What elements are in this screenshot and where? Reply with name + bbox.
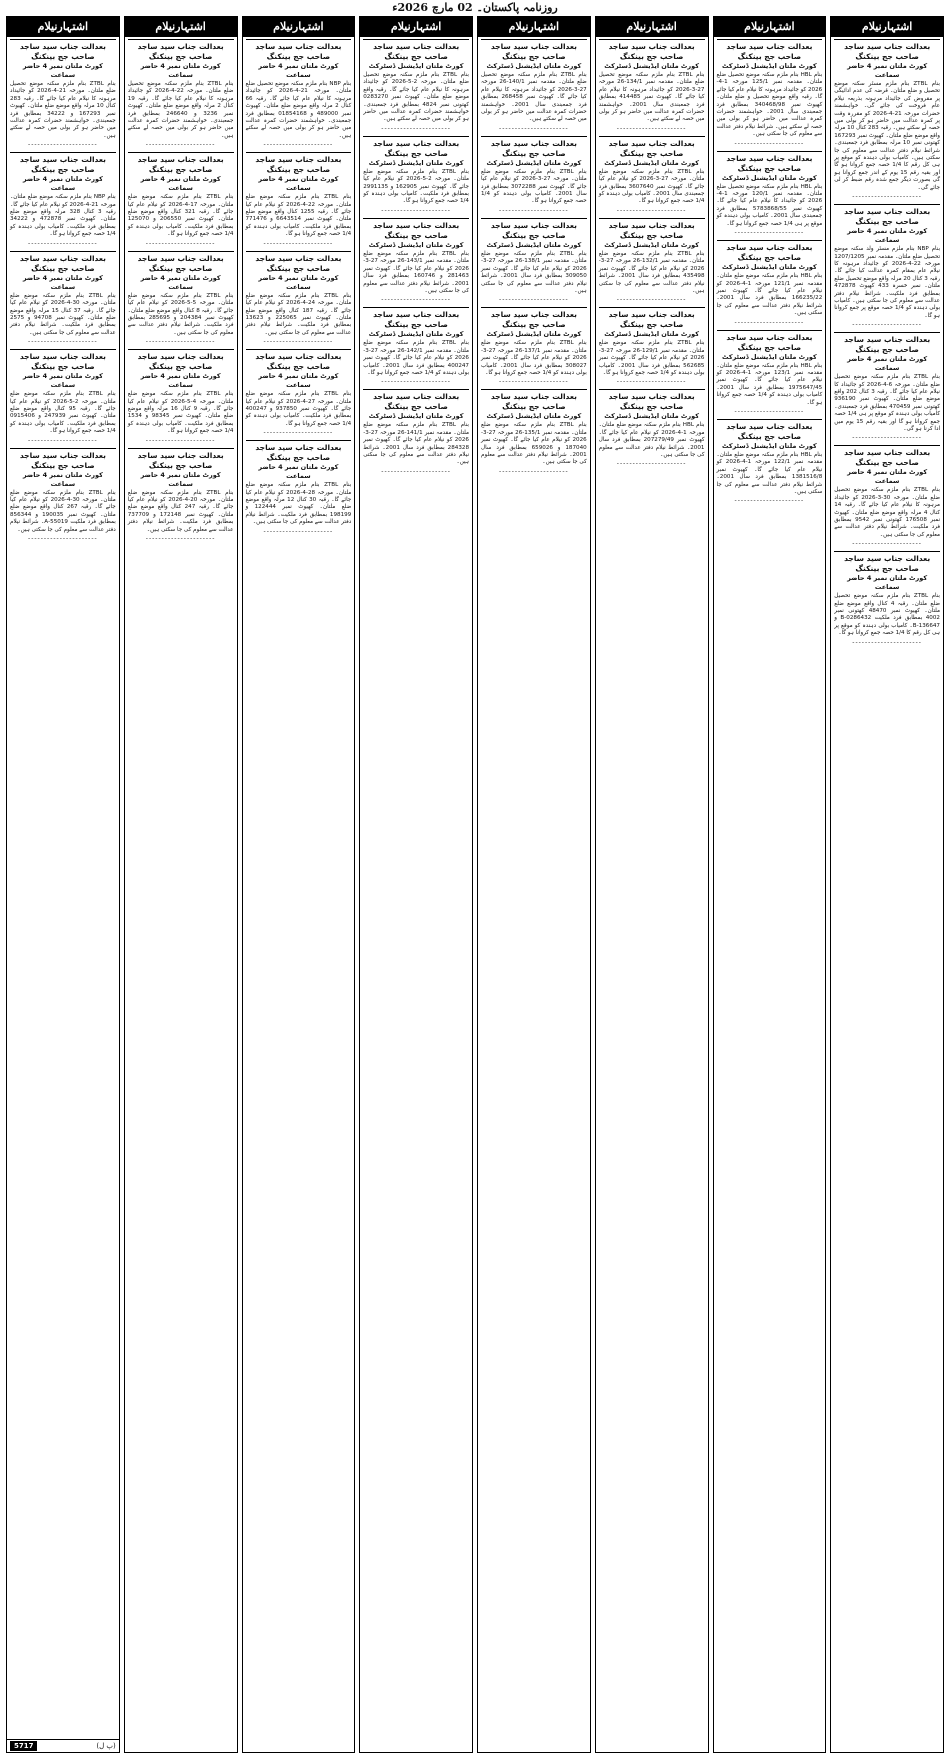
notice-divider: ---------------------- [852, 434, 922, 442]
auction-notice [10, 251, 116, 346]
notice-divider: ---------------------- [499, 124, 569, 132]
notice-text: بنام ZTBL بنام ملزم سکنہ موضع تحصیل ضلع ملتان۔ مورخہ 21-4-2026 کو جائیداد مرہونہ کا نیلام عام کیا جائے گا۔ رقبہ 283 کنال 10 مرلہ واقع موضع ضلع ملتان۔ کھیوٹ نمبر 167293 و 34222 بمطابق فرد جمعبندی۔ خواہشمند حضرات کمرہ عدالت میں حاضر ہو کر بولی میں حصہ لے سکتے ہیں۔ [10, 81, 116, 139]
notice-text: بنام ZTBL بنام ملزم سکنہ موضع ضلع ملتان۔ مورخہ 2-5-2026 کو نیلام عام کیا جائے گا۔ رقبہ 95 کنال واقع موضع ضلع ملتان۔ کھیوٹ نمبر 247939 و 0915406 بمطابق فرد ملکیت۔ کامیاب بولی دہندہ کو 1/4 حصہ جمع کروانا ہو گا۔ [10, 391, 116, 435]
notice-text: بنام ZTBL بنام ملزم سکنہ موضع ضلع ملتان۔ مورخہ 28-4-2026 کو نیلام عام کیا جائے گا۔ رقبہ 30 کنال 12 مرلہ واقع موضع ضلع ملتان۔ کھیوٹ نمبر 122444 و 198199 بمطابق فرد ملکیت۔ شرائط نیلام دفتر عدالت سے معلوم کی جا سکتی ہیں۔ [245, 482, 352, 526]
notice-title: بعدالت جناب سید ساجد صاحب جج بینکنگ [128, 251, 234, 274]
notice-subtitle: کورٹ ملتان نمبر 4 حاضر سماعت [22, 62, 103, 79]
notice-title: بعدالت جناب سید ساجد صاحب جج بینکنگ [128, 152, 234, 175]
footer-code: 5717 [10, 1741, 37, 1751]
notice-text: بنام HBL بنام ملزم سکنہ موضع ضلع ملتان۔ مورخہ 1-4-2026 کو نیلام عام کیا جائے گا۔ کھیوٹ نمبر 207279/49 بمطابق فرد سال 2001۔ شرائط نیلام دفتر عدالت سے معلوم کی جا سکتی ہیں۔ [598, 422, 705, 458]
notice-subtitle: کورٹ ملتان نمبر 4 حاضر سماعت [258, 372, 339, 390]
notice-subtitle: کورٹ ملتان نمبر 4 حاضر سماعت [140, 470, 221, 488]
footer-tag: (پ ل) [96, 1742, 116, 1750]
notice-subtitle: کورٹ ملتان ایڈیشنل ڈسٹرکٹ [721, 352, 817, 361]
notice-title: بعدالت جناب سید ساجد صاحب جج بینکنگ [834, 204, 940, 227]
notice-text: بنام ZTBL بنام ملزم سکنہ موضع تحصیل ضلع ملتان۔ مورخہ 30-3-2026 کو جائیداد مرہونہ کا نیلام عام کیا جائے گا۔ رقبہ 14 کنال 4 مرلہ واقع موضع ضلع ملتان۔ کھیوٹ نمبر 176508 کھتونی نمبر 9542 بمطابق فرد ملکیت۔ شرائط نیلام دفتر عدالت سے معلوم کی جا سکتی ہیں۔ [834, 487, 940, 538]
auction-notice [246, 39, 352, 149]
auction-notice [128, 152, 234, 247]
auction-notice [128, 251, 234, 346]
auction-notice [246, 251, 352, 346]
notice-text: بنام ZTBL بنام ملزم سکنہ موضع ضلع ملتان۔ مقدمہ نمبر 137/1-26 مورخہ 27-3-2026 کو نیلام عام کیا جائے گا۔ کھیوٹ نمبر 308027 بمطابق فرد سال 2001۔ کامیاب بولی دہندہ کو 1/4 حصہ جمع کروانا ہو گا۔ [481, 340, 587, 376]
column-footer [7, 1739, 119, 1752]
notice-title: بعدالت جناب سید ساجد صاحب جج بینکنگ [246, 440, 352, 463]
notice-divider: ---------------------- [28, 338, 98, 346]
auction-notice [717, 330, 823, 416]
auction-notice [10, 152, 116, 247]
auction-notice [128, 448, 234, 543]
notice-text: بنام ZTBL بنام ملزم سکنہ موضع ضلع ملتان۔ مورخہ 17-4-2026 کو نیلام عام کیا جائے گا۔ رقبہ 321 کنال واقع موضع ضلع ملتان۔ کھیوٹ نمبر 206550 و 125070 بمطابق فرد ملکیت۔ کامیاب بولی دہندہ کو 1/4 حصہ جمع کروانا ہو گا۔ [127, 194, 234, 238]
notice-text: بنام ZTBL بنام ملزم سکنہ موضع ضلع ملتان۔ مقدمہ نمبر 132/1-26 مورخہ 27-3-2026 کو نیلام عام کیا جائے گا۔ کھیوٹ نمبر 435498 بمطابق فرد سال 2001۔ شرائط نیلام دفتر عدالت سے معلوم کی جا سکتی ہیں۔ [598, 250, 705, 294]
auction-notice [10, 349, 116, 444]
notice-divider: ---------------------- [852, 193, 922, 201]
auction-notice [246, 349, 352, 437]
notice-subtitle: کورٹ ملتان ایڈیشنل ڈسٹرکٹ [604, 158, 700, 167]
notice-subtitle: کورٹ ملتان ایڈیشنل ڈسٹرکٹ [368, 330, 464, 339]
notice-text: بنام HBL بنام ملزم سکنہ موضع ضلع ملتان۔ مقدمہ نمبر 122/1 مورخہ 1-4-2026 کو نیلام عام کیا جائے گا۔ کھیوٹ نمبر 1381516/8 بمطابق فرد سال 2001۔ شرائط نیلام دفتر عدالت سے معلوم کی جا سکتی ہیں۔ [716, 451, 823, 495]
notice-subtitle: کورٹ ملتان نمبر 4 حاضر سماعت [140, 372, 221, 390]
notice-text: بنام ZTBL بنام ملزم سکنہ موضع تحصیل ضلع ملتان۔ رقبہ 4 کنال واقع موضع ضلع ملتان۔ کھیوٹ نمبر 48470 کھتونی نمبر 4002 بمطابق فرد ملکیت B-0286432 و 136647-B۔ کامیاب بولی دہندہ کو موقع پر ہی کل رقم کا 1/4 حصہ جمع کروانا ہو گا۔ [834, 593, 940, 637]
column-header: اشتہارنیلام [596, 17, 708, 37]
notice-divider: ---------------------- [734, 318, 805, 326]
notice-subtitle: کورٹ ملتان نمبر 4 حاضر سماعت [847, 62, 928, 79]
auction-notice [10, 448, 116, 543]
notice-divider: ---------------------- [263, 239, 334, 247]
notice-title: بعدالت جناب سید ساجد صاحب جج بینکنگ [834, 39, 940, 62]
notice-text: بنام ZTBL بنام ملزم سکنہ موضع ضلع ملتان۔ مقدمہ نمبر 135/1-26 مورخہ 27-3-2026 کو نیلام عام کیا جائے گا۔ کھیوٹ نمبر 187040 و 659026 بمطابق فرد سال 2001۔ شرائط نیلام دفتر عدالت سے معلوم کی جا سکتی ہیں۔ [481, 422, 587, 466]
notice-subtitle: کورٹ ملتان ایڈیشنل ڈسٹرکٹ [486, 412, 582, 421]
auction-notice [363, 39, 469, 133]
notice-text: بنام ZTBL بنام ملزم سکنہ موضع ضلع ملتان۔ مقدمہ نمبر 142/1-26 مورخہ 27-3-2026 کو نیلام عام کیا جائے گا۔ کھیوٹ نمبر 400247 بمطابق فرد سال 2001۔ کامیاب بولی دہندہ کو 1/4 حصہ جمع کروانا ہو گا۔ [363, 340, 469, 376]
column-body [360, 37, 472, 1752]
notice-subtitle: کورٹ ملتان نمبر 4 حاضر سماعت [847, 574, 928, 592]
notice-divider: ---------------------- [263, 338, 334, 346]
notice-subtitle: کورٹ ملتان ایڈیشنل ڈسٹرکٹ [368, 158, 464, 167]
notice-text: بنام NBP بنام ملزم سکنہ موضع تحصیل ضلع ملتان۔ مورخہ 21-4-2026 کو جائیداد مرہونہ کا نیلام عام کیا جائے گا۔ رقبہ 66 کنال 2 مرلہ واقع موضع ضلع ملتان۔ کھیوٹ نمبر 489000 و 01854168 بمطابق فرد جمعبندی۔ خواہشمند حضرات کمرہ عدالت میں حاضر ہو کر بولی میں حصہ لے سکتے ہیں۔ [245, 81, 352, 139]
notice-title: بعدالت جناب سید ساجد صاحب جج بینکنگ [717, 419, 823, 442]
notice-title: بعدالت جناب سید ساجد صاحب جج بینکنگ [834, 551, 940, 574]
column-body [243, 37, 355, 1752]
notice-text: بنام HBL بنام ملزم سکنہ موضع ضلع ملتان۔ مقدمہ نمبر 121/1 مورخہ 1-4-2026 کو نیلام عام کیا جائے گا۔ کھیوٹ نمبر 166235/22 بمطابق فرد سال 2001۔ شرائط نیلام دفتر عدالت سے معلوم کی جا سکتی ہیں۔ [716, 273, 823, 317]
auction-notice [834, 332, 940, 442]
notice-divider: ---------------------- [616, 206, 687, 214]
notice-divider: ---------------------- [734, 497, 805, 505]
notice-divider: ---------------------- [145, 141, 216, 149]
notice-text: بنام ZTBL بنام ملزم سکنہ موضع ضلع ملتان۔ مورخہ 24-4-2026 کو نیلام عام کیا جائے گا۔ رقبہ 187 کنال واقع موضع ضلع ملتان۔ کھیوٹ نمبر 225065 و 13623 بمطابق فرد ملکیت۔ شرائط نیلام دفتر عدالت سے معلوم کی جا سکتی ہیں۔ [245, 292, 352, 336]
auction-notice [599, 218, 705, 304]
notice-title: بعدالت جناب سید ساجد صاحب جج بینکنگ [599, 39, 705, 62]
column-body [125, 37, 237, 1752]
notice-divider: ---------------------- [499, 467, 569, 475]
auction-notice [481, 136, 587, 215]
notice-title: بعدالت جناب سید ساجد صاحب جج بینکنگ [363, 218, 469, 241]
notice-divider: ---------------------- [381, 206, 451, 214]
notice-divider: ---------------------- [263, 141, 334, 149]
notice-text: بنام ZTBL بنام ملزم سکنہ موضع ضلع ملتان۔ مورخہ 20-4-2026 کو نیلام عام کیا جائے گا۔ رقبہ 247 کنال واقع موضع ضلع ملتان۔ کھیوٹ نمبر 172148 و 737709 بمطابق فرد ملکیت۔ شرائط نیلام دفتر عدالت سے معلوم کی جا سکتی ہیں۔ [127, 489, 234, 533]
notice-divider: ---------------------- [616, 124, 687, 132]
column-header: اشتہارنیلام [714, 17, 826, 37]
notice-title: بعدالت جناب سید ساجد صاحب جج بینکنگ [246, 152, 352, 175]
notice-divider: ---------------------- [734, 229, 805, 237]
notice-text: بنام ZTBL بنام ملزم سکنہ موضع ضلع ملتان۔ مورخہ 22-4-2026 کو نیلام عام کیا جائے گا۔ رقبہ 1255 کنال واقع موضع ضلع ملتان۔ کھیوٹ نمبر 6643514 و 771476 بمطابق فرد ملکیت۔ کامیاب بولی دہندہ کو 1/4 حصہ جمع کروانا ہو گا۔ [245, 194, 352, 238]
column-header: اشتہارنیلام [125, 17, 237, 37]
auction-notice [717, 151, 823, 237]
column-body [831, 37, 943, 1752]
notice-subtitle: کورٹ ملتان ایڈیشنل ڈسٹرکٹ [721, 441, 817, 450]
notice-subtitle: کورٹ ملتان نمبر 4 حاضر سماعت [140, 62, 221, 79]
notice-title: بعدالت جناب سید ساجد صاحب جج بینکنگ [599, 307, 705, 330]
auction-notice [246, 152, 352, 247]
notice-divider: ---------------------- [616, 460, 687, 468]
notice-subtitle: کورٹ ملتان نمبر 4 حاضر سماعت [22, 273, 103, 291]
notice-subtitle: کورٹ ملتان ایڈیشنل ڈسٹرکٹ [368, 62, 464, 70]
auction-notice [599, 389, 705, 468]
notice-divider: ---------------------- [28, 239, 98, 247]
notice-text: بنام ZTBL بنام ملزم سکنہ موضع ضلع ملتان۔ مورخہ 27-3-2026 کو نیلام عام کیا جائے گا۔ کھیوٹ نمبر 3072288 بمطابق فرد سال 2001۔ کامیاب بولی دہندہ کو 1/4 حصہ جمع کروانا ہو گا۔ [481, 168, 587, 205]
notice-divider: ---------------------- [734, 139, 805, 147]
notice-text: بنام ZTBL بنام ملزم سکنہ موضع ضلع ملتان۔ مقدمہ نمبر 138/1-26 مورخہ 27-3-2026 کو نیلام عام کیا جائے گا۔ کھیوٹ نمبر 309050 بمطابق فرد سال 2001۔ شرائط نیلام دفتر عدالت سے معلوم کی جا سکتی ہیں۔ [481, 250, 587, 294]
notice-text: بنام ZTBL بنام ملزم سکنہ موضع ضلع ملتان۔ مورخہ 2-5-2026 کو نیلام عام کیا جائے گا۔ کھیوٹ نمبر 162905 و 2991135 بمطابق فرد ملکیت۔ کامیاب بولی دہندہ کو 1/4 حصہ جمع کروانا ہو گا۔ [363, 168, 469, 205]
notice-title: بعدالت جناب سید ساجد صاحب جج بینکنگ [363, 136, 469, 159]
auction-notice [363, 218, 469, 304]
notice-title: بعدالت جناب سید ساجد صاحب جج بینکنگ [10, 349, 116, 372]
notice-text: بنام ZTBL بنام ملزم سکنہ موضع ضلع ملتان۔ مورخہ 4-5-2026 کو نیلام عام کیا جائے گا۔ رقبہ 9 کنال 16 مرلہ واقع موضع ضلع ملتان۔ کھیوٹ نمبر 98345 و 1534 بمطابق فرد ملکیت۔ کامیاب بولی دہندہ کو 1/4 حصہ جمع کروانا ہو گا۔ [127, 391, 234, 435]
notice-text: بنام ZTBL بنام ملزم سکنہ موضع ضلع ملتان۔ مقدمہ نمبر 129/1-26 مورخہ 27-3-2026 کو نیلام عام کیا جائے گا۔ کھیوٹ نمبر 562685 بمطابق فرد سال 2001۔ کامیاب بولی دہندہ کو 1/4 حصہ جمع کروانا ہو گا۔ [598, 340, 705, 376]
notice-title: بعدالت جناب سید ساجد صاحب جج بینکنگ [246, 251, 352, 274]
ad-column [595, 16, 709, 1753]
notice-divider: ---------------------- [734, 407, 805, 415]
notice-text: بنام ZTBL بنام ملزم مسٹر سکنہ موضع تحصیل و ضلع ملتان۔ قرضہ کی عدم ادائیگی پر مقروض کی جائیداد مرہونہ بذریعہ نیلام عام فروخت کی جائے گی۔ خواہشمند حضرات مورخہ 21-4-2026 کو مقررہ وقت پر کمرہ عدالت میں حاضر ہو کر بولی میں حصہ لے سکتے ہیں۔ رقبہ 283 کنال 10 مرلہ واقع موضع ضلع ملتان۔ کھیوٹ نمبر 167293 کھتونی نمبر 10 مرلہ بمطابق فرد جمعبندی۔ شرائط نیلام دفتر عدالت سے معلوم کی جا سکتی ہیں۔ کامیاب بولی دہندہ کو موقع پر ہی کل رقم کا 1/4 حصہ جمع کروانا ہو گا اور بقیہ رقم 15 یوم کے اندر جمع کروانا ہو گی بصورت دیگر جمع شدہ رقم ضبط کر لی جائے گی۔ [834, 81, 941, 191]
auction-notice [481, 389, 587, 475]
notice-text: بنام ZTBL بنام ملزم سکنہ موضع تحصیل ضلع ملتان۔ مورخہ 22-4-2026 کو جائیداد مرہونہ کا نیلام عام کیا جائے گا۔ رقبہ 19 کنال 2 مرلہ واقع موضع ضلع ملتان۔ کھیوٹ نمبر 3236 و 246640 بمطابق فرد جمعبندی۔ خواہشمند حضرات کمرہ عدالت میں حاضر ہو کر بولی میں حصہ لے سکتے ہیں۔ [127, 81, 234, 139]
column-header: اشتہارنیلام [478, 17, 590, 37]
notice-divider: ---------------------- [852, 321, 922, 329]
notice-text: بنام ZTBL بنام ملزم سکنہ موضع تحصیل ضلع ملتان۔ مقدمہ نمبر 134/1-26 مورخہ 27-3-2026 کو جائیداد مرہونہ کا نیلام عام کیا جائے گا۔ کھیوٹ نمبر 414485 بمطابق فرد جمعبندی سال 2001۔ خواہشمند حضرات کمرہ عدالت میں حاضر ہو کر بولی میں حصہ لے سکتے ہیں۔ [598, 72, 705, 123]
notice-title: بعدالت جناب سید ساجد صاحب جج بینکنگ [481, 39, 587, 62]
notice-subtitle: کورٹ ملتان ایڈیشنل ڈسٹرکٹ [368, 412, 464, 421]
notice-subtitle: کورٹ ملتان ایڈیشنل ڈسٹرکٹ [604, 330, 700, 339]
notice-text: بنام ZTBL بنام ملزم سکنہ موضع تحصیل ضلع ملتان۔ مقدمہ نمبر 140/1-26 مورخہ 27-3-2026 کو جائیداد مرہونہ کا نیلام عام کیا جائے گا۔ کھیوٹ نمبر 268458 بمطابق فرد جمعبندی سال 2001۔ خواہشمند حضرات کمرہ عدالت میں حاضر ہو کر بولی میں حصہ لے سکتے ہیں۔ [481, 72, 587, 123]
notice-subtitle: کورٹ ملتان نمبر 4 حاضر سماعت [22, 175, 103, 193]
auction-notice [717, 39, 823, 148]
notice-subtitle: کورٹ ملتان نمبر 4 حاضر سماعت [847, 355, 928, 373]
auction-notice [599, 307, 705, 386]
notice-title: بعدالت جناب سید ساجد صاحب جج بینکنگ [834, 332, 940, 355]
ad-column [830, 16, 944, 1753]
notice-subtitle: کورٹ ملتان نمبر 4 حاضر سماعت [140, 175, 221, 193]
notice-title: بعدالت جناب سید ساجد صاحب جج بینکنگ [717, 39, 823, 62]
notice-title: بعدالت جناب سید ساجد صاحب جج بینکنگ [481, 307, 587, 330]
column-header: اشتہارنیلام [7, 17, 119, 37]
notice-text: بنام HBL بنام ملزم سکنہ موضع تحصیل ضلع ملتان۔ مقدمہ نمبر 120/1 مورخہ 1-4-2026 کو جائیداد کا نیلام عام کیا جائے گا۔ کھیوٹ نمبر 5783868/55 بمطابق فرد جمعبندی سال 2001۔ کامیاب بولی دہندہ کو موقع پر ہی 1/4 حصہ جمع کروانا ہو گا۔ [716, 183, 823, 227]
notice-title: بعدالت جناب سید ساجد صاحب جج بینکنگ [717, 151, 823, 174]
notice-title: بعدالت جناب سید ساجد صاحب جج بینکنگ [599, 389, 705, 412]
auction-notice [717, 240, 823, 326]
notice-subtitle: کورٹ ملتان نمبر 4 حاضر سماعت [140, 273, 221, 291]
auction-notice [363, 389, 469, 475]
auction-notice [10, 39, 116, 149]
auction-notice [481, 39, 587, 133]
notice-text: بنام HBL بنام ملزم سکنہ موضع تحصیل ضلع ملتان۔ مقدمہ نمبر 125/1 مورخہ 1-4-2026 کو جائیداد مرہونہ کا نیلام عام کیا جائے گا۔ رقبہ واقع موضع تحصیل و ضلع ملتان۔ کھیوٹ نمبر 340468/98 بمطابق فرد جمعبندی سال 2001۔ خواہشمند حضرات کمرہ عدالت میں حاضر ہو کر بولی میں حصہ لے سکتے ہیں۔ شرائط نیلام دفتر عدالت سے معلوم کی جا سکتی ہیں۔ [716, 72, 823, 138]
notice-divider: ---------------------- [28, 436, 98, 444]
auction-notice [481, 218, 587, 304]
notice-text: بنام ZTBL بنام ملزم سکنہ موضع ضلع ملتان۔ مورخہ 5-5-2026 کو نیلام عام کیا جائے گا۔ رقبہ 8 کنال واقع موضع ضلع ملتان۔ کھیوٹ نمبر 204384 و 285695 بمطابق فرد ملکیت۔ شرائط نیلام دفتر عدالت سے معلوم کی جا سکتی ہیں۔ [127, 292, 234, 336]
notice-divider: ---------------------- [852, 638, 922, 646]
notice-text: بنام ZTBL بنام ملزم سکنہ موضع ضلع ملتان۔ مورخہ 30-4-2026 کو نیلام عام کیا جائے گا۔ رقبہ 37 کنال 15 مرلہ واقع موضع ضلع ملتان۔ کھیوٹ نمبر 94708 و 2575 بمطابق فرد ملکیت۔ شرائط نیلام دفتر عدالت سے معلوم کی جا سکتی ہیں۔ [10, 292, 116, 336]
notice-divider: ---------------------- [381, 467, 451, 475]
notice-divider: ---------------------- [145, 239, 216, 247]
notice-subtitle: کورٹ ملتان ایڈیشنل ڈسٹرکٹ [486, 158, 582, 167]
notice-title: بعدالت جناب سید ساجد صاحب جج بینکنگ [481, 136, 587, 159]
notice-title: بعدالت جناب سید ساجد صاحب جج بینکنگ [128, 448, 234, 471]
notice-text: بنام ZTBL بنام ملزم سکنہ موضع ضلع ملتان۔ مقدمہ نمبر 141/1-26 مورخہ 27-3-2026 کو نیلام عام کیا جائے گا۔ کھیوٹ نمبر 284328 بمطابق فرد سال 2001۔ شرائط نیلام دفتر عدالت سے معلوم کی جا سکتی ہیں۔ [363, 422, 470, 466]
notice-subtitle: کورٹ ملتان ایڈیشنل ڈسٹرکٹ [721, 263, 817, 272]
notice-subtitle: کورٹ ملتان ایڈیشنل ڈسٹرکٹ [604, 62, 700, 70]
auction-notice [599, 39, 705, 133]
notice-title: بعدالت جناب سید ساجد صاحب جج بینکنگ [128, 349, 234, 372]
notice-title: بعدالت جناب سید ساجد صاحب جج بینکنگ [599, 136, 705, 159]
notice-subtitle: کورٹ ملتان نمبر 4 حاضر سماعت [258, 62, 339, 79]
notice-title: بعدالت جناب سید ساجد صاحب جج بینکنگ [717, 330, 823, 353]
ad-column [477, 16, 591, 1753]
column-header: اشتہارنیلام [243, 17, 355, 37]
column-header: اشتہارنیلام [360, 17, 472, 37]
notice-subtitle: کورٹ ملتان ایڈیشنل ڈسٹرکٹ [604, 412, 700, 421]
auction-notice [834, 204, 940, 329]
notice-title: بعدالت جناب سید ساجد صاحب جج بینکنگ [10, 448, 116, 471]
notice-subtitle: کورٹ ملتان ایڈیشنل ڈسٹرکٹ [486, 330, 582, 339]
notice-text: بنام ZTBL بنام ملزم سکنہ موضع تحصیل ضلع ملتان۔ مورخہ 2-5-2026 کو جائیداد مرہونہ کا نیلام عام کیا جائے گا۔ رقبہ واقع موضع ضلع ملتان۔ کھیوٹ نمبر 0283270 کھتونی نمبر 4824 بمطابق فرد جمعبندی۔ خواہشمند حضرات کمرہ عدالت میں حاضر ہو کر بولی میں حصہ لے سکتے ہیں۔ [363, 72, 470, 123]
column-body [478, 37, 590, 1752]
notice-divider: ---------------------- [28, 535, 98, 542]
notice-subtitle: کورٹ ملتان نمبر 4 حاضر سماعت [22, 470, 103, 488]
notice-title: بعدالت جناب سید ساجد صاحب جج بینکنگ [128, 39, 234, 62]
auction-notice [834, 445, 940, 548]
notice-subtitle: کورٹ ملتان نمبر 4 حاضر سماعت [258, 273, 339, 291]
notice-divider: ---------------------- [499, 378, 569, 386]
auction-notice [717, 419, 823, 505]
auction-notice [246, 440, 352, 535]
auction-notice [128, 39, 234, 149]
ad-column [242, 16, 356, 1753]
notice-divider: ---------------------- [263, 527, 334, 535]
ad-columns [6, 16, 944, 1753]
notice-divider: ---------------------- [616, 296, 687, 304]
ad-column [359, 16, 473, 1753]
column-body [7, 37, 119, 1739]
notice-text: بنام ZTBL بنام ملزم سکنہ موضع ضلع ملتان۔ مورخہ 30-4-2026 کو نیلام عام کیا جائے گا۔ رقبہ 267 کنال واقع موضع ضلع ملتان۔ کھیوٹ نمبر 190035 و 856344 بمطابق فرد ملکیت 55019-A۔ شرائط نیلام دفتر عدالت سے معلوم کی جا سکتی ہیں۔ [10, 489, 116, 533]
notice-title: بعدالت جناب سید ساجد صاحب جج بینکنگ [10, 39, 116, 62]
notice-title: بعدالت جناب سید ساجد صاحب جج بینکنگ [481, 218, 587, 241]
auction-notice [363, 136, 469, 215]
notice-divider: ---------------------- [145, 535, 216, 542]
notice-subtitle: کورٹ ملتان ایڈیشنل ڈسٹرکٹ [721, 62, 817, 70]
column-header: اشتہارنیلام [831, 17, 943, 37]
auction-notice [599, 136, 705, 215]
column-body [596, 37, 708, 1752]
notice-subtitle: کورٹ ملتان نمبر 4 حاضر سماعت [847, 227, 928, 245]
notice-text: بنام ZTBL بنام ملزم سکنہ موضع ضلع ملتان۔ مقدمہ نمبر 143/1-26 مورخہ 27-3-2026 کو نیلام عام کیا جائے گا۔ کھیوٹ نمبر 281463 و 160746 بمطابق فرد سال 2001۔ شرائط نیلام دفتر عدالت سے معلوم کی جا سکتی ہیں۔ [363, 250, 469, 294]
notice-text: بنام NBP بنام ملزم سکنہ موضع ضلع ملتان۔ مورخہ 21-4-2026 کو نیلام عام کیا جائے گا۔ رقبہ 3 کنال 328 مرلہ واقع موضع ضلع ملتان۔ کھیوٹ نمبر 472878 و 34222 بمطابق فرد ملکیت۔ کامیاب بولی دہندہ کو 1/4 حصہ جمع کروانا ہو گا۔ [10, 194, 116, 238]
notice-title: بعدالت جناب سید ساجد صاحب جج بینکنگ [363, 307, 469, 330]
notice-title: بعدالت جناب سید ساجد صاحب جج بینکنگ [246, 39, 352, 62]
notice-title: بعدالت جناب سید ساجد صاحب جج بینکنگ [10, 251, 116, 274]
notice-divider: ---------------------- [616, 378, 687, 386]
notice-text: بنام HBL بنام ملزم سکنہ موضع ضلع ملتان۔ مقدمہ نمبر 123/1 مورخہ 1-4-2026 کو نیلام عام کیا جائے گا۔ کھیوٹ نمبر 1975647/45 بمطابق فرد سال 2001۔ کامیاب بولی دہندہ کو 1/4 حصہ جمع کروانا ہو گا۔ [716, 362, 823, 406]
notice-divider: ---------------------- [499, 206, 569, 214]
notice-subtitle: کورٹ ملتان ایڈیشنل ڈسٹرکٹ [721, 173, 817, 182]
notice-text: بنام NBP بنام ملزم مسٹر ولد سکنہ موضع تحصیل ضلع ملتان۔ مقدمہ نمبر 1207/1205 مورخہ 22-4-2026 کو جائیداد مرہونہ کا نیلام عام بمقام کمرہ عدالت کیا جائے گا۔ رقبہ 3 کنال 20 مرلہ واقع موضع تحصیل ضلع ملتان۔ نمبر خسرہ 433 کھیوٹ 472878 بمطابق فرد ملکیت۔ شرائط نیلام دفتر عدالت سے معلوم کی جا سکتی ہیں۔ کامیاب بولی دہندہ کو 1/4 حصہ موقع پر جمع کروانا ہو گا۔ [834, 246, 941, 319]
notice-divider: ---------------------- [499, 296, 569, 304]
notice-title: بعدالت جناب سید ساجد صاحب جج بینکنگ [246, 349, 352, 372]
notice-divider: ---------------------- [381, 124, 451, 132]
ad-column [6, 16, 120, 1753]
notice-title: بعدالت جناب سید ساجد صاحب جج بینکنگ [481, 389, 587, 412]
auction-notice [128, 349, 234, 444]
notice-text: بنام ZTBL بنام ملزم سکنہ موضع تحصیل ضلع ملتان۔ مورخہ 6-4-2026 کو جائیداد کا نیلام عام کیا جائے گا۔ رقبہ 3 کنال 202 واقع موضع ضلع ملتان۔ کھیوٹ نمبر 936190 کھتونی نمبر 470459 بمطابق فرد جمعبندی۔ کامیاب بولی دہندہ کو موقع پر ہی 1/4 حصہ جمع کروانا ہو گا اور بقیہ رقم 15 یوم میں ادا کرنا ہو گی۔ [834, 374, 941, 432]
notice-subtitle: کورٹ ملتان ایڈیشنل ڈسٹرکٹ [486, 62, 582, 70]
auction-notice [834, 39, 940, 201]
notice-subtitle: کورٹ ملتان نمبر 4 حاضر سماعت [847, 468, 928, 486]
notice-divider: ---------------------- [263, 429, 334, 437]
auction-notice [481, 307, 587, 386]
ad-column [124, 16, 238, 1753]
notice-text: بنام ZTBL بنام ملزم سکنہ موضع ضلع ملتان۔ مورخہ 27-4-2026 کو نیلام عام کیا جائے گا۔ کھیوٹ نمبر 937850 و 400247 بمطابق فرد ملکیت۔ کامیاب بولی دہندہ کو 1/4 حصہ جمع کروانا ہو گا۔ [245, 391, 352, 427]
notice-subtitle: کورٹ ملتان نمبر 4 حاضر سماعت [258, 175, 339, 193]
ad-column [713, 16, 827, 1753]
column-body [714, 37, 826, 1752]
notice-divider: ---------------------- [145, 338, 216, 346]
notice-title: بعدالت جناب سید ساجد صاحب جج بینکنگ [599, 218, 705, 241]
notice-title: بعدالت جناب سید ساجد صاحب جج بینکنگ [717, 240, 823, 263]
auction-notice [363, 307, 469, 386]
notice-title: بعدالت جناب سید ساجد صاحب جج بینکنگ [363, 389, 469, 412]
auction-notice [834, 551, 940, 646]
notice-title: بعدالت جناب سید ساجد صاحب جج بینکنگ [10, 152, 116, 175]
notice-divider: ---------------------- [381, 378, 451, 386]
masthead: روزنامہ پاکستان۔ 02 مارچ 2026ء [392, 1, 558, 14]
notice-title: بعدالت جناب سید ساجد صاحب جج بینکنگ [834, 445, 940, 468]
notice-subtitle: کورٹ ملتان ایڈیشنل ڈسٹرکٹ [604, 240, 700, 249]
notice-divider: ---------------------- [145, 436, 216, 444]
notice-subtitle: کورٹ ملتان ایڈیشنل ڈسٹرکٹ [486, 240, 582, 249]
notice-subtitle: کورٹ ملتان نمبر 4 حاضر سماعت [258, 463, 339, 481]
notice-text: بنام ZTBL بنام ملزم سکنہ موضع ضلع ملتان۔ مورخہ 27-3-2026 کو نیلام عام کیا جائے گا۔ کھیوٹ نمبر 3607640 بمطابق فرد جمعبندی سال 2001۔ کامیاب بولی دہندہ کو 1/4 حصہ جمع کروانا ہو گا۔ [598, 168, 705, 205]
notice-divider: ---------------------- [28, 141, 98, 149]
notice-subtitle: کورٹ ملتان نمبر 4 حاضر سماعت [22, 372, 103, 390]
notice-subtitle: کورٹ ملتان ایڈیشنل ڈسٹرکٹ [368, 240, 464, 249]
notice-divider: ---------------------- [381, 296, 451, 304]
notice-title: بعدالت جناب سید ساجد صاحب جج بینکنگ [363, 39, 469, 62]
notice-divider: ---------------------- [852, 540, 922, 548]
